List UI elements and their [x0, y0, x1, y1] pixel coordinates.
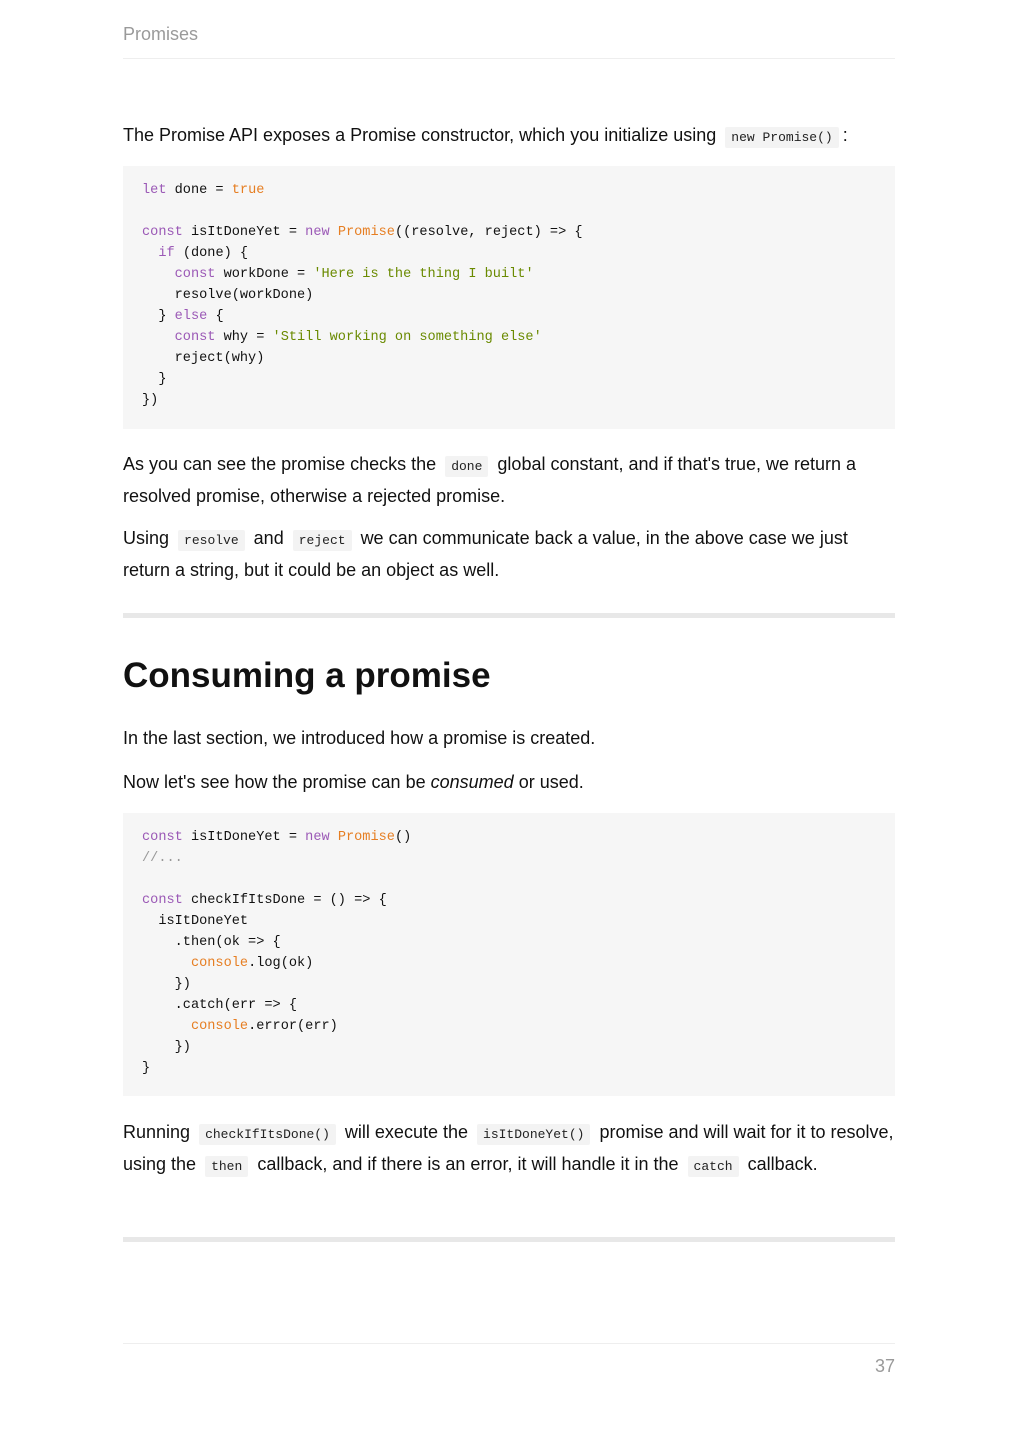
code-token — [142, 956, 191, 971]
code-token: done = — [166, 183, 232, 198]
paragraph-running — [123, 1118, 895, 1181]
code-token — [330, 830, 338, 845]
code-line — [142, 977, 191, 992]
code-token: isItDoneYet = — [182, 830, 306, 845]
code-token: const — [142, 830, 183, 845]
code-line — [142, 914, 248, 929]
code-token: ((resolve, reject) => { — [394, 225, 583, 240]
code-line — [142, 935, 281, 950]
code-token: .log(ok) — [248, 956, 314, 971]
code-token: resolve(workDone) — [142, 288, 314, 303]
code-line — [142, 372, 166, 387]
paragraph-text: callback, and if there is an error, it will handle it in the — [257, 1153, 679, 1174]
code-line — [142, 183, 264, 198]
page-number: 37 — [874, 1356, 895, 1376]
code-token: const — [174, 330, 216, 345]
code-token: } — [142, 372, 167, 387]
code-line — [142, 246, 248, 261]
paragraph-text: As you can see the promise checks the — [123, 454, 437, 474]
intro-paragraph — [123, 121, 895, 153]
code-token: () — [394, 830, 412, 845]
inline-code: catch — [688, 1156, 739, 1177]
code-line — [142, 267, 534, 282]
code-token: } — [142, 309, 175, 324]
code-token: isItDoneYet — [142, 914, 249, 929]
code-token: workDone = — [215, 267, 314, 282]
code-token: Promise — [337, 830, 395, 845]
code-line — [142, 351, 264, 366]
code-token: 'Still working on something else' — [272, 330, 542, 345]
code-token: if — [158, 246, 175, 261]
paragraph-resolve-reject — [123, 524, 895, 585]
code-token — [142, 1019, 191, 1034]
paragraph-last-section: In the last section, we introduced how a promise is created. — [123, 728, 596, 748]
paragraph-text: or used. — [518, 772, 584, 792]
running-header: Promises — [123, 24, 199, 44]
paragraph-text: callback. — [747, 1153, 818, 1174]
code-token: let — [142, 183, 167, 198]
paragraph-done-check — [123, 450, 895, 511]
paragraph-text: Using — [123, 528, 170, 548]
code-token: isItDoneYet = — [182, 225, 306, 240]
code-token: console — [190, 1019, 249, 1034]
code-block-content — [123, 166, 895, 411]
inline-code: checkIfItsDone() — [199, 1124, 336, 1145]
code-token: .catch(err => { — [142, 998, 297, 1013]
code-line — [142, 851, 183, 866]
code-line — [142, 330, 542, 345]
paragraph-text: we can communicate back a value, in the above case we just return a string, but it could be an object as well. — [123, 528, 848, 580]
inline-code: new Promise() — [725, 127, 838, 148]
code-line — [142, 998, 297, 1013]
code-token — [142, 246, 158, 261]
paragraph-text: global constant, and if that's true, we return a resolved promise, otherwise a rejected promise. — [123, 454, 857, 506]
code-block-content — [123, 813, 895, 1079]
paragraph-text: will execute the — [344, 1122, 468, 1142]
code-token: .then(ok => { — [142, 935, 281, 950]
intro-suffix: : — [842, 125, 848, 145]
section-heading: Consuming a promise — [123, 656, 491, 695]
code-token: new — [305, 225, 330, 240]
code-line — [142, 1019, 338, 1034]
code-token — [330, 225, 338, 240]
code-token: .error(err) — [248, 1019, 338, 1034]
paragraph-text: promise and will wait for it to resolve, using the — [123, 1122, 894, 1174]
code-line — [142, 1061, 150, 1076]
code-token: }) — [142, 977, 191, 992]
inline-code: done — [445, 456, 488, 477]
paragraph-text: and — [253, 528, 284, 548]
footer-divider — [123, 1343, 895, 1344]
code-token: checkIfItsDone = () => { — [182, 893, 387, 908]
paragraph-consumed — [123, 768, 895, 798]
code-token: why = — [215, 330, 273, 345]
code-token: const — [142, 893, 183, 908]
code-token: const — [174, 267, 216, 282]
paragraph-text: Running — [123, 1122, 191, 1142]
code-block-promise-constructor — [123, 166, 895, 429]
code-line — [142, 893, 387, 908]
section-divider — [123, 613, 895, 618]
code-line — [142, 309, 224, 324]
code-line — [142, 830, 411, 845]
code-token: reject(why) — [142, 351, 265, 366]
code-token: } — [142, 1061, 151, 1076]
code-token — [142, 330, 175, 345]
code-token: }) — [142, 1040, 191, 1055]
code-token: true — [231, 183, 265, 198]
code-token: (done) { — [174, 246, 249, 261]
code-token: 'Here is the thing I built' — [313, 267, 534, 282]
code-token: const — [142, 225, 183, 240]
code-token: //... — [142, 851, 183, 866]
inline-code: resolve — [178, 530, 245, 551]
code-token: Promise — [337, 225, 395, 240]
code-line — [142, 393, 158, 408]
code-token: }) — [142, 393, 159, 408]
intro-text: The Promise API exposes a Promise constructor, which you initialize using — [123, 125, 717, 145]
inline-code: then — [205, 1156, 248, 1177]
emphasis-text: consumed — [430, 772, 514, 792]
code-line — [142, 288, 313, 303]
code-line — [142, 956, 313, 971]
code-token — [142, 267, 175, 282]
code-line — [142, 225, 583, 240]
code-token: { — [207, 309, 224, 324]
code-line — [142, 1040, 191, 1055]
section-divider — [123, 1237, 895, 1242]
paragraph-text: Now let's see how the promise can be — [123, 772, 426, 792]
code-token: new — [305, 830, 330, 845]
inline-code: reject — [293, 530, 352, 551]
inline-code: isItDoneYet() — [477, 1124, 590, 1145]
header-divider — [123, 58, 895, 59]
code-token: console — [190, 956, 249, 971]
code-token: else — [174, 309, 208, 324]
code-block-consuming — [123, 813, 895, 1096]
